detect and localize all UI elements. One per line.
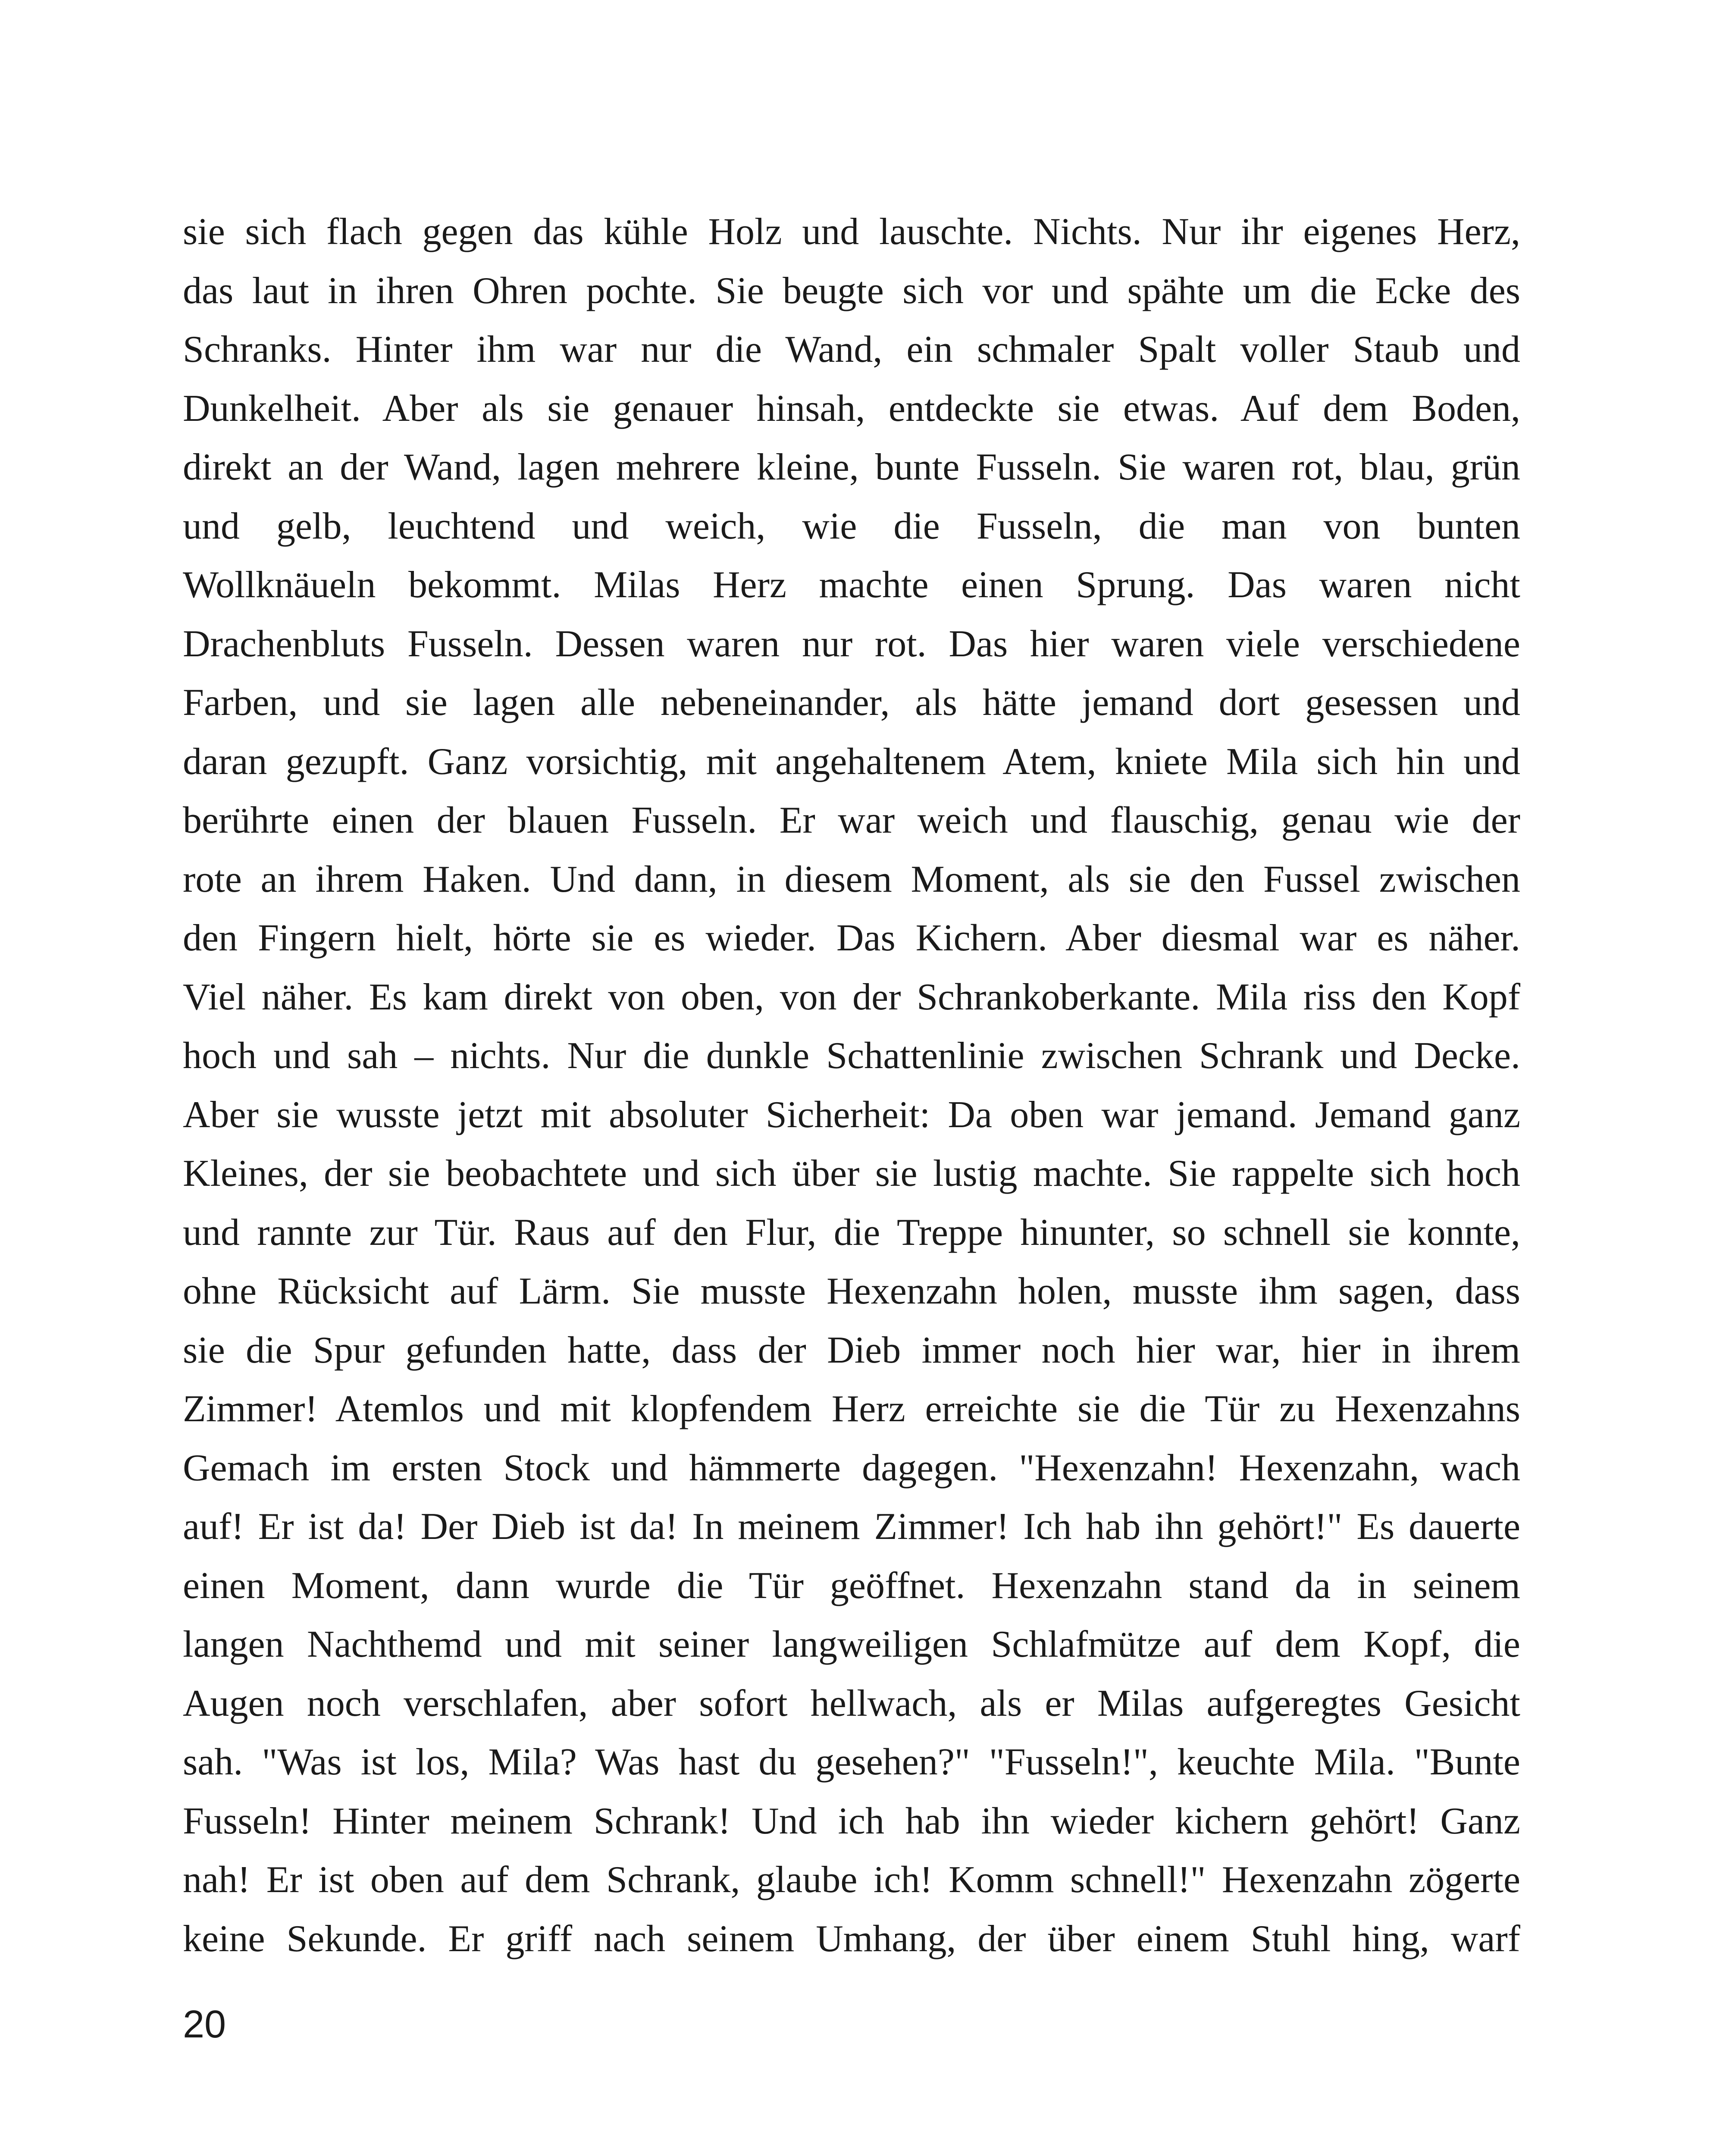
text-line: daran gezupft. Ganz vorsichtig, mit angehaltenem Atem, kniete Mila sich hin und bbox=[183, 740, 1520, 783]
text-line: Wollknäueln bekommt. Milas Herz machte einen Sprung. Das waren nicht bbox=[183, 564, 1520, 606]
text-line: Schranks. Hinter ihm war nur die Wand, ein schmaler Spalt voller Staub und bbox=[183, 329, 1520, 370]
text-line: rote an ihrem Haken. Und dann, in diesem Moment, als sie den Fussel zwischen bbox=[183, 858, 1520, 900]
text-line: einen Moment, dann wurde die Tür geöffnet. Hexenzahn stand da in seinem bbox=[183, 1564, 1520, 1607]
body-text bbox=[183, 203, 1520, 1968]
text-line: keine Sekunde. Er griff nach seinem Umhang, der über einem Stuhl hing, warf bbox=[183, 1918, 1520, 1960]
text-line: direkt an der Wand, lagen mehrere kleine, bunte Fusseln. Sie waren rot, blau, grün bbox=[183, 446, 1520, 488]
text-line: sie sich flach gegen das kühle Holz und lauschte. Nichts. Nur ihr eigenes Herz, bbox=[183, 211, 1520, 253]
text-line: auf! Er ist da! Der Dieb ist da! In meinem Zimmer! Ich hab ihn gehört!" Es dauerte bbox=[183, 1506, 1520, 1548]
text-line: Viel näher. Es kam direkt von oben, von der Schrankoberkante. Mila riss den Kopf bbox=[183, 976, 1520, 1018]
text-line: Dunkelheit. Aber als sie genauer hinsah, entdeckte sie etwas. Auf dem Boden, bbox=[183, 387, 1520, 429]
text-line: Farben, und sie lagen alle nebeneinander, als hätte jemand dort gesessen und bbox=[183, 682, 1520, 724]
text-line: Aber sie wusste jetzt mit absoluter Sicherheit: Da oben war jemand. Jemand ganz bbox=[183, 1094, 1520, 1136]
text-line: ohne Rücksicht auf Lärm. Sie musste Hexenzahn holen, musste ihm sagen, dass bbox=[183, 1270, 1520, 1312]
text-line: das laut in ihren Ohren pochte. Sie beugte sich vor und spähte um die Ecke des bbox=[183, 270, 1520, 312]
text-line: Fusseln! Hinter meinem Schrank! Und ich hab ihn wieder kichern gehört! Ganz bbox=[183, 1800, 1520, 1842]
text-line: sah. "Was ist los, Mila? Was hast du gesehen?" "Fusseln!", keuchte Mila. "Bunte bbox=[183, 1741, 1520, 1783]
text-line: berührte einen der blauen Fusseln. Er war weich und flauschig, genau wie der bbox=[183, 799, 1520, 841]
text-line: Kleines, der sie beobachtete und sich über sie lustig machte. Sie rappelte sich hoch bbox=[183, 1153, 1520, 1194]
page-number: 20 bbox=[183, 2003, 226, 2046]
text-line: Drachenbluts Fusseln. Dessen waren nur rot. Das hier waren viele verschiedene bbox=[183, 623, 1520, 665]
text-line: nah! Er ist oben auf dem Schrank, glaube ich! Komm schnell!" Hexenzahn zögerte bbox=[183, 1859, 1520, 1901]
text-line: Augen noch verschlafen, aber sofort hellwach, als er Milas aufgeregtes Gesicht bbox=[183, 1682, 1520, 1724]
text-line: den Fingern hielt, hörte sie es wieder. Das Kichern. Aber diesmal war es näher. bbox=[183, 917, 1520, 959]
text-line: hoch und sah – nichts. Nur die dunkle Schattenlinie zwischen Schrank und Decke. bbox=[183, 1035, 1520, 1077]
text-line: langen Nachthemd und mit seiner langweiligen Schlafmütze auf dem Kopf, die bbox=[183, 1623, 1520, 1665]
text-line: und rannte zur Tür. Raus auf den Flur, die Treppe hinunter, so schnell sie konnte, bbox=[183, 1211, 1520, 1253]
text-line: Zimmer! Atemlos und mit klopfendem Herz erreichte sie die Tür zu Hexenzahns bbox=[183, 1388, 1520, 1430]
text-line: Gemach im ersten Stock und hämmerte dagegen. "Hexenzahn! Hexenzahn, wach bbox=[183, 1447, 1520, 1489]
text-line: und gelb, leuchtend und weich, wie die Fusseln, die man von bunten bbox=[183, 505, 1520, 547]
text-line: sie die Spur gefunden hatte, dass der Dieb immer noch hier war, hier in ihrem bbox=[183, 1329, 1520, 1371]
